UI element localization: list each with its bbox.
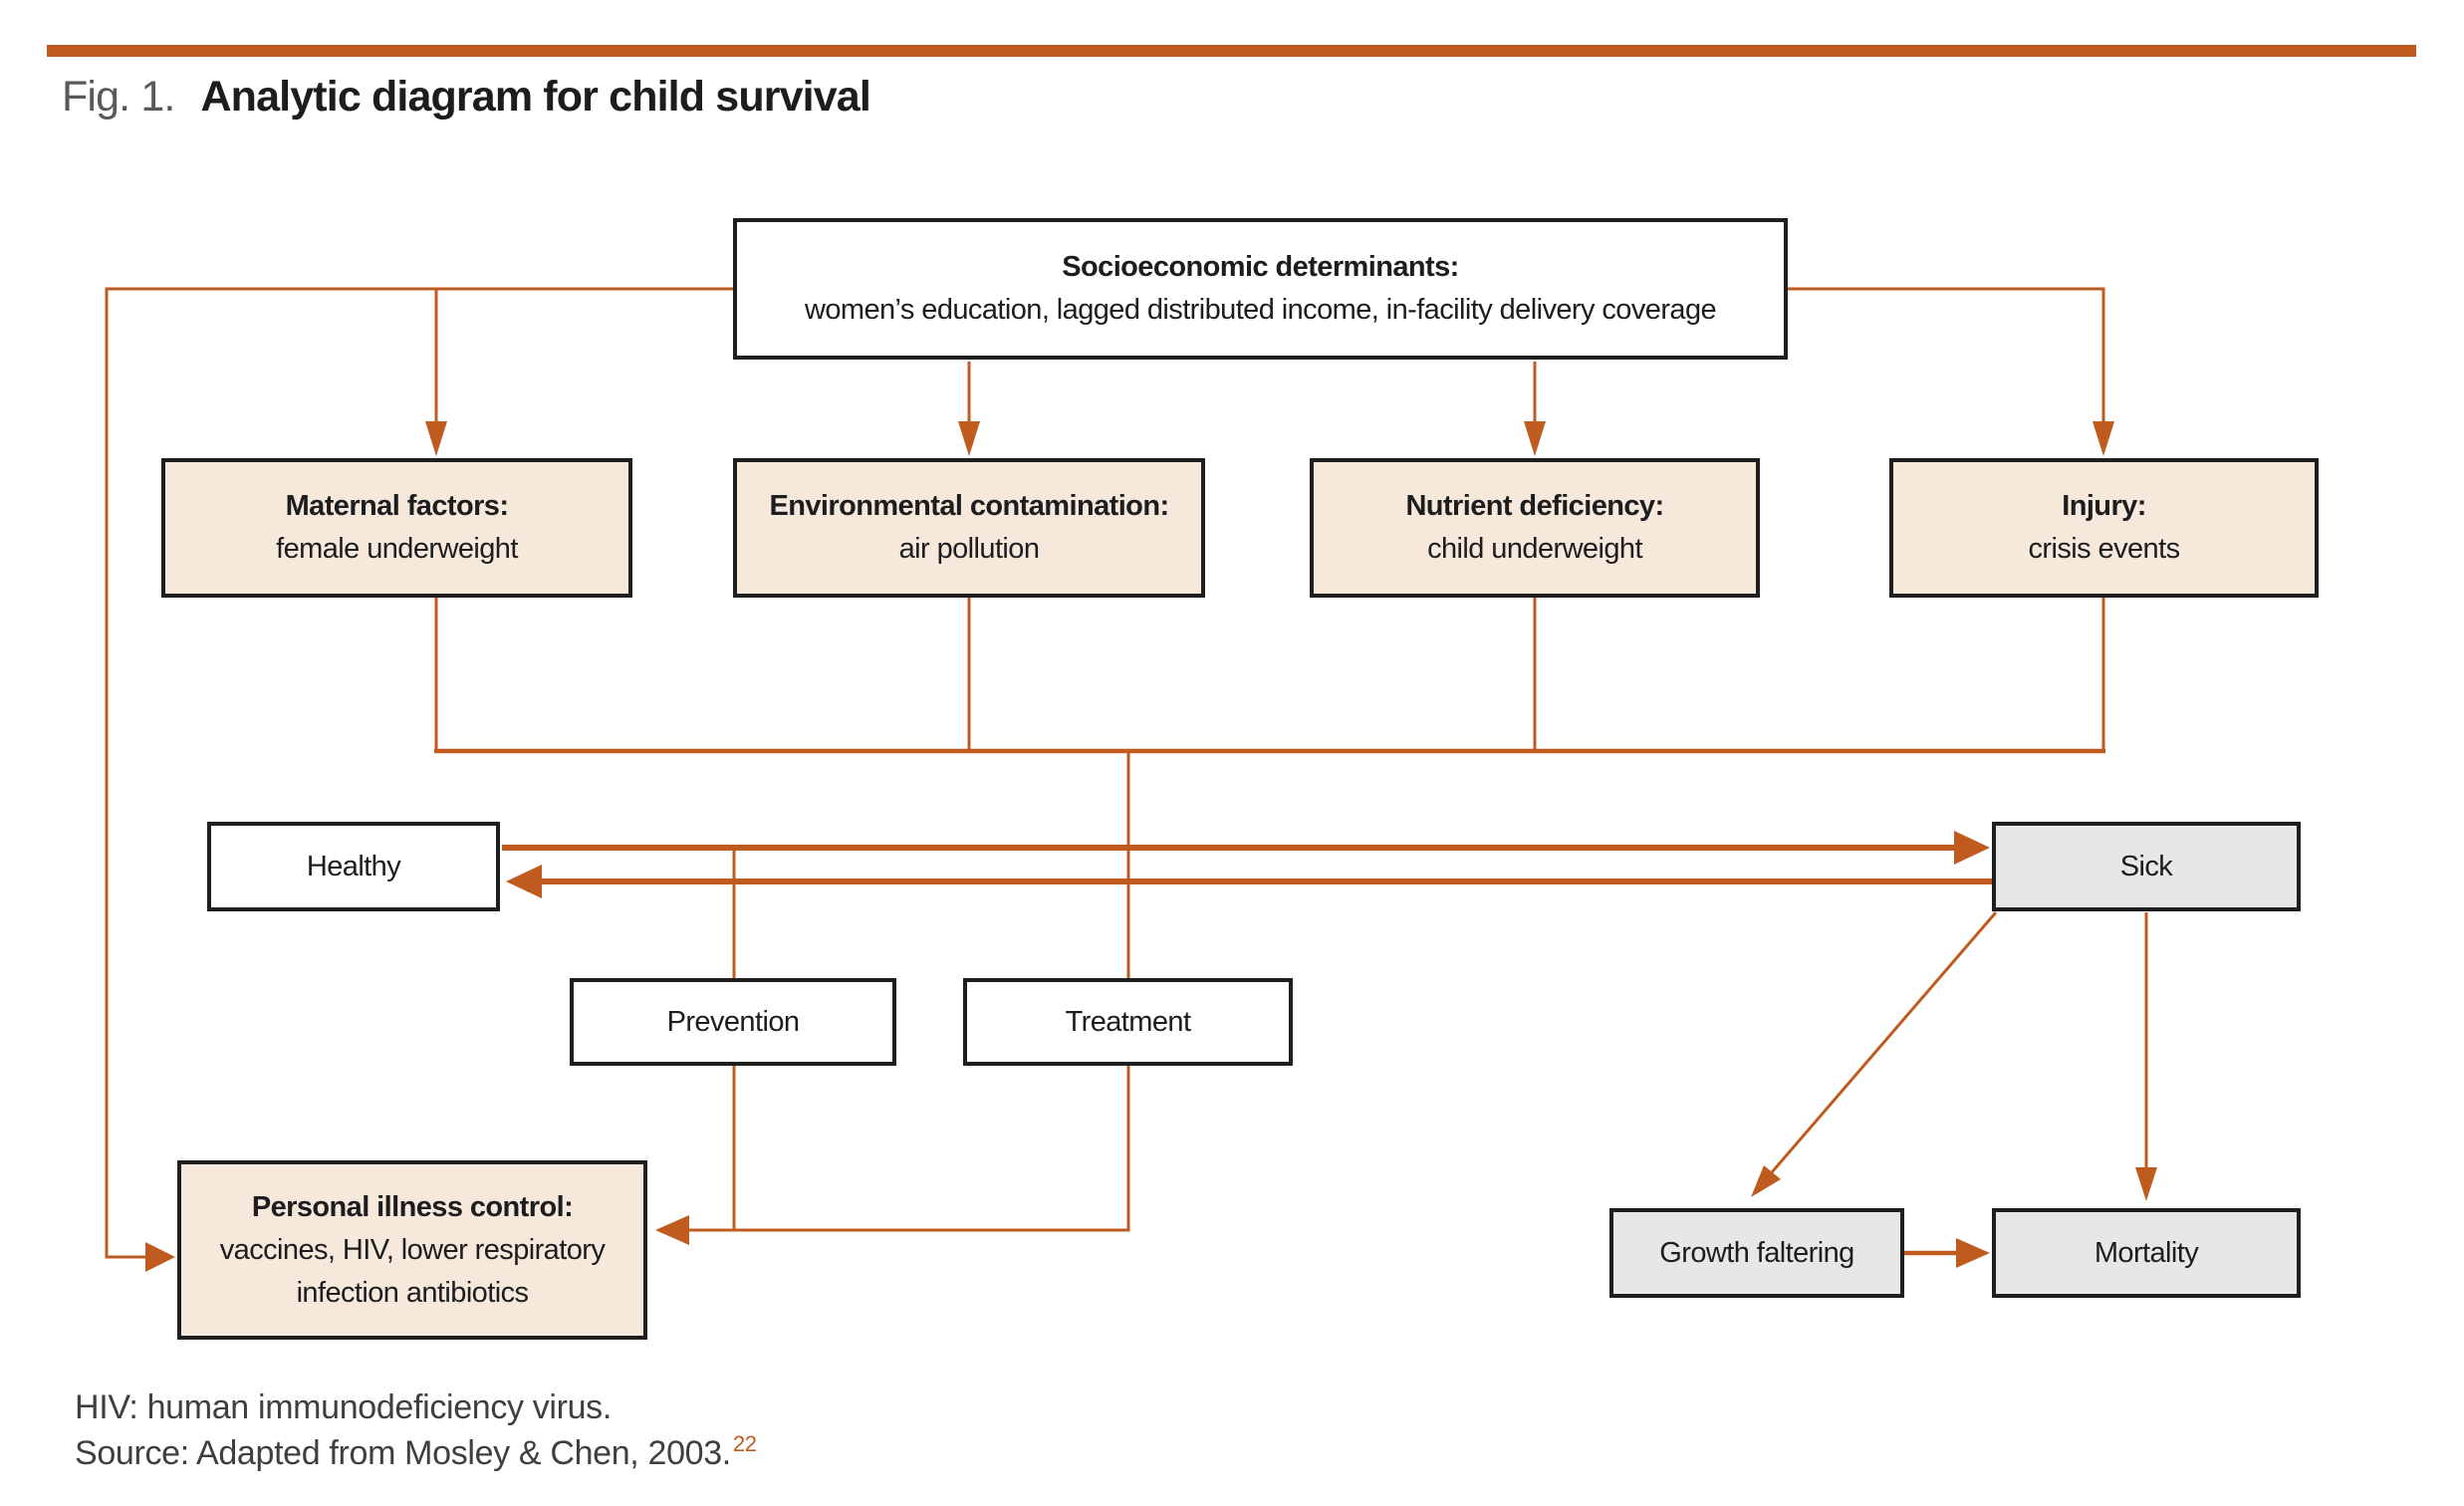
box-mortality-label: Mortality <box>2094 1236 2199 1269</box>
box-injury-title: Injury: <box>2062 490 2146 522</box>
box-socioeconomic-title: Socioeconomic determinants: <box>1062 251 1459 283</box>
box-injury-subtitle: crisis events <box>2028 533 2180 565</box>
box-personal-subtitle: vaccines, HIV, lower respiratory <box>219 1233 606 1266</box>
box-prevention <box>570 978 896 1066</box>
box-maternal-title: Maternal factors: <box>285 490 509 522</box>
box-maternal-subtitle: female underweight <box>276 533 518 565</box>
abbreviation-note: HIV: human immunodeficiency virus. <box>75 1388 612 1426</box>
box-treatment-label: Treatment <box>1065 1005 1191 1038</box>
box-socioeconomic-determinants <box>733 218 1788 360</box>
box-prevention-label: Prevention <box>666 1005 800 1038</box>
box-environmental-contamination <box>733 458 1205 598</box>
box-nutrient-subtitle: child underweight <box>1427 533 1642 565</box>
box-nutrient-title: Nutrient deficiency: <box>1405 490 1664 522</box>
box-sick-label: Sick <box>2119 850 2173 882</box>
box-growth-faltering <box>1609 1208 1904 1298</box>
box-personal-subtitle2: infection antibiotics <box>296 1276 529 1309</box>
box-environmental-subtitle: air pollution <box>898 533 1040 565</box>
box-environmental-title: Environmental contamination: <box>769 490 1169 522</box>
box-healthy <box>207 822 500 911</box>
source-reference-number: 22 <box>732 1431 757 1456</box>
figure-name: Analytic diagram for child survival <box>200 73 870 121</box>
box-mortality <box>1992 1208 2301 1298</box>
box-sick <box>1992 822 2301 911</box>
box-treatment <box>963 978 1293 1066</box>
box-socioeconomic-subtitle: women’s education, lagged distributed income, in-facility delivery coverage <box>804 294 1717 326</box>
box-healthy-label: Healthy <box>306 850 401 882</box>
footnotes <box>75 1384 757 1480</box>
source-note <box>75 1430 757 1480</box>
box-injury <box>1889 458 2319 598</box>
box-maternal-factors <box>161 458 632 598</box>
figure-label: Fig. 1. <box>62 73 175 121</box>
box-personal-illness-control <box>177 1160 647 1340</box>
box-growth-label: Growth faltering <box>1659 1236 1854 1269</box>
box-nutrient-deficiency <box>1310 458 1760 598</box>
source-text: Source: Adapted from Mosley & Chen, 2003. <box>75 1434 731 1472</box>
box-personal-title: Personal illness control: <box>251 1190 574 1223</box>
